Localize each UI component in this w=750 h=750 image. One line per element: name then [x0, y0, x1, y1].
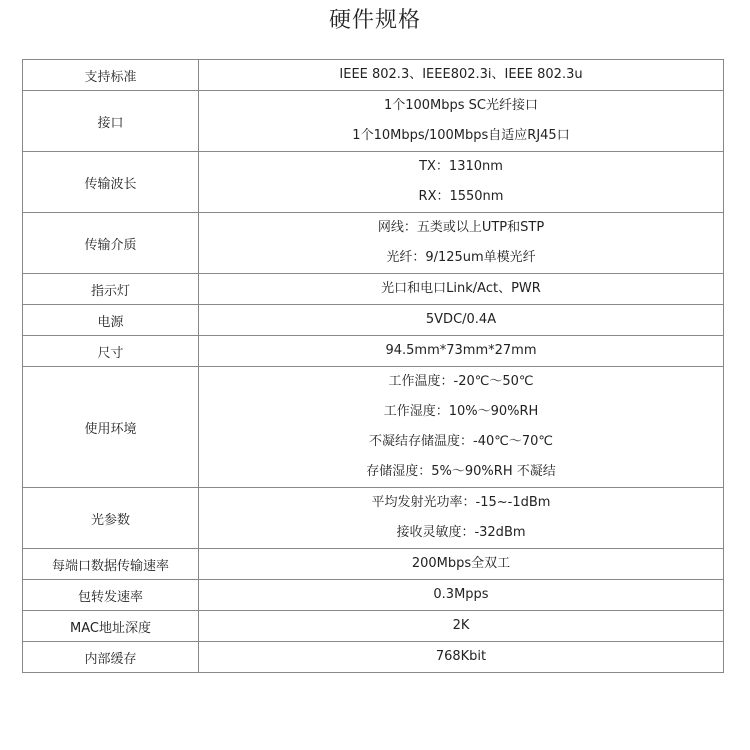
spec-label: MAC地址深度 — [23, 611, 199, 642]
page-title: 硬件规格 — [328, 8, 421, 33]
spec-value: 1个10Mbps/100Mbps自适应RJ45口 — [352, 128, 570, 143]
spec-value: 网线：五类或以上UTP和STP — [377, 220, 545, 235]
spec-value-cell — [199, 213, 724, 274]
spec-label: 内部缓存 — [23, 642, 199, 673]
spec-value-cell — [199, 336, 724, 367]
spec-row-interface — [23, 91, 724, 152]
spec-row-standard — [23, 60, 724, 91]
spec-label: 传输介质 — [23, 213, 199, 274]
spec-label: 光参数 — [23, 488, 199, 549]
spec-value: 0.3Mpps — [433, 587, 489, 602]
spec-label: 支持标准 — [23, 60, 199, 91]
spec-label: 传输波长 — [23, 152, 199, 213]
spec-value: 200Mbps全双工 — [411, 556, 511, 571]
spec-value: TX：1310nm — [419, 159, 503, 174]
spec-value: 768Kbit — [435, 649, 487, 664]
spec-value: 平均发射光功率：-15~-1dBm — [371, 495, 551, 510]
spec-label: 指示灯 — [23, 274, 199, 305]
spec-value: 2K — [452, 618, 470, 633]
spec-value: IEEE 802.3、IEEE802.3i、IEEE 802.3u — [339, 67, 583, 82]
spec-value: 存储湿度：5%～90%RH 不凝结 — [366, 464, 556, 479]
spec-value-cell — [199, 274, 724, 305]
spec-value-cell — [199, 305, 724, 336]
spec-value: 接收灵敏度：-32dBm — [396, 525, 526, 540]
spec-row-power — [23, 305, 724, 336]
spec-value: RX：1550nm — [418, 189, 504, 204]
spec-value: 94.5mm*73mm*27mm — [385, 343, 537, 358]
hardware-spec-table — [22, 59, 724, 673]
spec-row-wavelength — [23, 152, 724, 213]
spec-row-optical — [23, 488, 724, 549]
spec-value: 工作湿度：10%～90%RH — [383, 404, 539, 419]
spec-value: 1个100Mbps SC光纤接口 — [383, 98, 539, 113]
spec-value-cell — [199, 611, 724, 642]
spec-row-forwarding-rate — [23, 580, 724, 611]
spec-row-environment — [23, 367, 724, 488]
spec-value-cell — [199, 488, 724, 549]
spec-value-cell — [199, 91, 724, 152]
spec-label: 尺寸 — [23, 336, 199, 367]
spec-value-cell — [199, 367, 724, 488]
spec-value-cell — [199, 549, 724, 580]
spec-value: 光口和电口Link/Act、PWR — [381, 281, 541, 296]
spec-row-size — [23, 336, 724, 367]
spec-value: 工作温度：-20℃～50℃ — [388, 374, 534, 389]
spec-row-indicator — [23, 274, 724, 305]
spec-value: 不凝结存储温度：-40℃～70℃ — [369, 434, 553, 449]
spec-value-cell — [199, 642, 724, 673]
spec-value-cell — [199, 60, 724, 91]
spec-value: 5VDC/0.4A — [425, 312, 497, 327]
spec-row-buffer — [23, 642, 724, 673]
spec-row-port-rate — [23, 549, 724, 580]
spec-value-cell — [199, 580, 724, 611]
spec-value: 光纤：9/125um单模光纤 — [386, 250, 536, 265]
spec-label: 使用环境 — [23, 367, 199, 488]
spec-label: 每端口数据传输速率 — [23, 549, 199, 580]
spec-row-mac-depth — [23, 611, 724, 642]
spec-value-cell — [199, 152, 724, 213]
spec-label: 接口 — [23, 91, 199, 152]
spec-label: 包转发速率 — [23, 580, 199, 611]
spec-row-medium — [23, 213, 724, 274]
spec-label: 电源 — [23, 305, 199, 336]
